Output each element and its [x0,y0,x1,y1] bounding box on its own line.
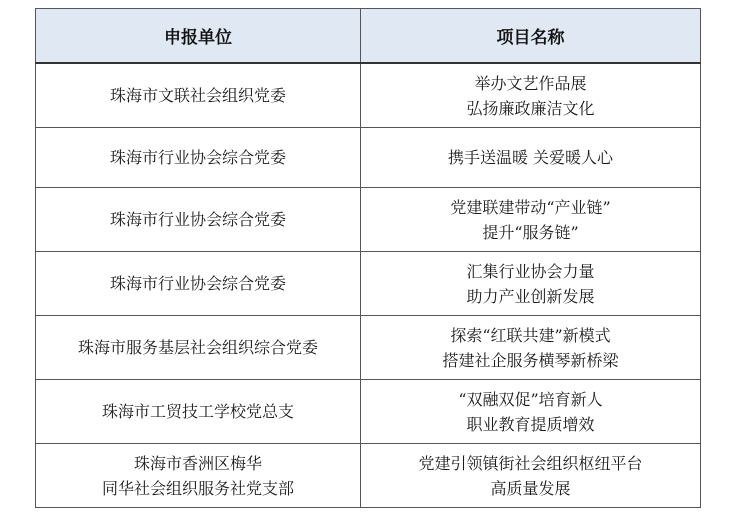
applicant-unit-cell [36,63,361,128]
table-row [36,188,701,252]
unit-line: 珠海市文联社会组织党委 [109,86,286,105]
table-row [36,316,701,380]
table-row [36,380,701,444]
project-name-cell [361,128,701,188]
table-header-row [36,9,701,64]
table-row [36,128,701,188]
project-line: 助力产业创新发展 [466,286,595,306]
applicant-unit-cell [36,188,361,252]
project-table [35,8,701,508]
project-name-cell [361,316,701,380]
project-line: 探索“红联共建”新模式 [450,325,611,345]
project-name-cell [361,63,701,128]
table-row [36,63,701,128]
unit-line: 同华社会组织服务社党支部 [101,478,294,498]
project-line: 携手送温暖 关爱暖人心 [447,148,614,167]
table-row [36,252,701,316]
project-line: 党建引领镇街社会组织枢纽平台 [418,453,643,473]
project-name-cell [361,188,701,252]
project-table-container [35,8,700,508]
applicant-unit-cell [36,316,361,380]
applicant-unit-cell [36,252,361,316]
project-line: 弘扬廉政廉洁文化 [466,98,595,118]
project-line: 搭建社企服务横琴新桥梁 [442,350,619,370]
project-name-cell [361,444,701,508]
unit-line: 珠海市香洲区梅华 [133,453,262,473]
applicant-unit-cell [36,444,361,508]
project-line: 提升“服务链” [482,222,579,242]
table-row [36,444,701,508]
header-applicant-unit: 申报单位 [36,9,361,64]
applicant-unit-cell [36,128,361,188]
project-line: 高质量发展 [490,478,571,498]
project-name-cell [361,380,701,444]
project-line: 职业教育提质增效 [466,414,595,434]
project-line: “双融双促”培育新人 [458,389,603,409]
unit-line: 珠海市工贸技工学校党总支 [101,402,294,421]
project-line: 汇集行业协会力量 [466,261,595,281]
applicant-unit-cell [36,380,361,444]
project-line: 党建联建带动“产业链” [450,197,611,217]
unit-line: 珠海市行业协会综合党委 [109,274,286,293]
unit-line: 珠海市服务基层社会组织综合党委 [77,338,318,357]
project-line: 举办文艺作品展 [474,73,587,93]
unit-line: 珠海市行业协会综合党委 [109,148,286,167]
project-name-cell [361,252,701,316]
header-project-name: 项目名称 [361,9,701,64]
unit-line: 珠海市行业协会综合党委 [109,210,286,229]
